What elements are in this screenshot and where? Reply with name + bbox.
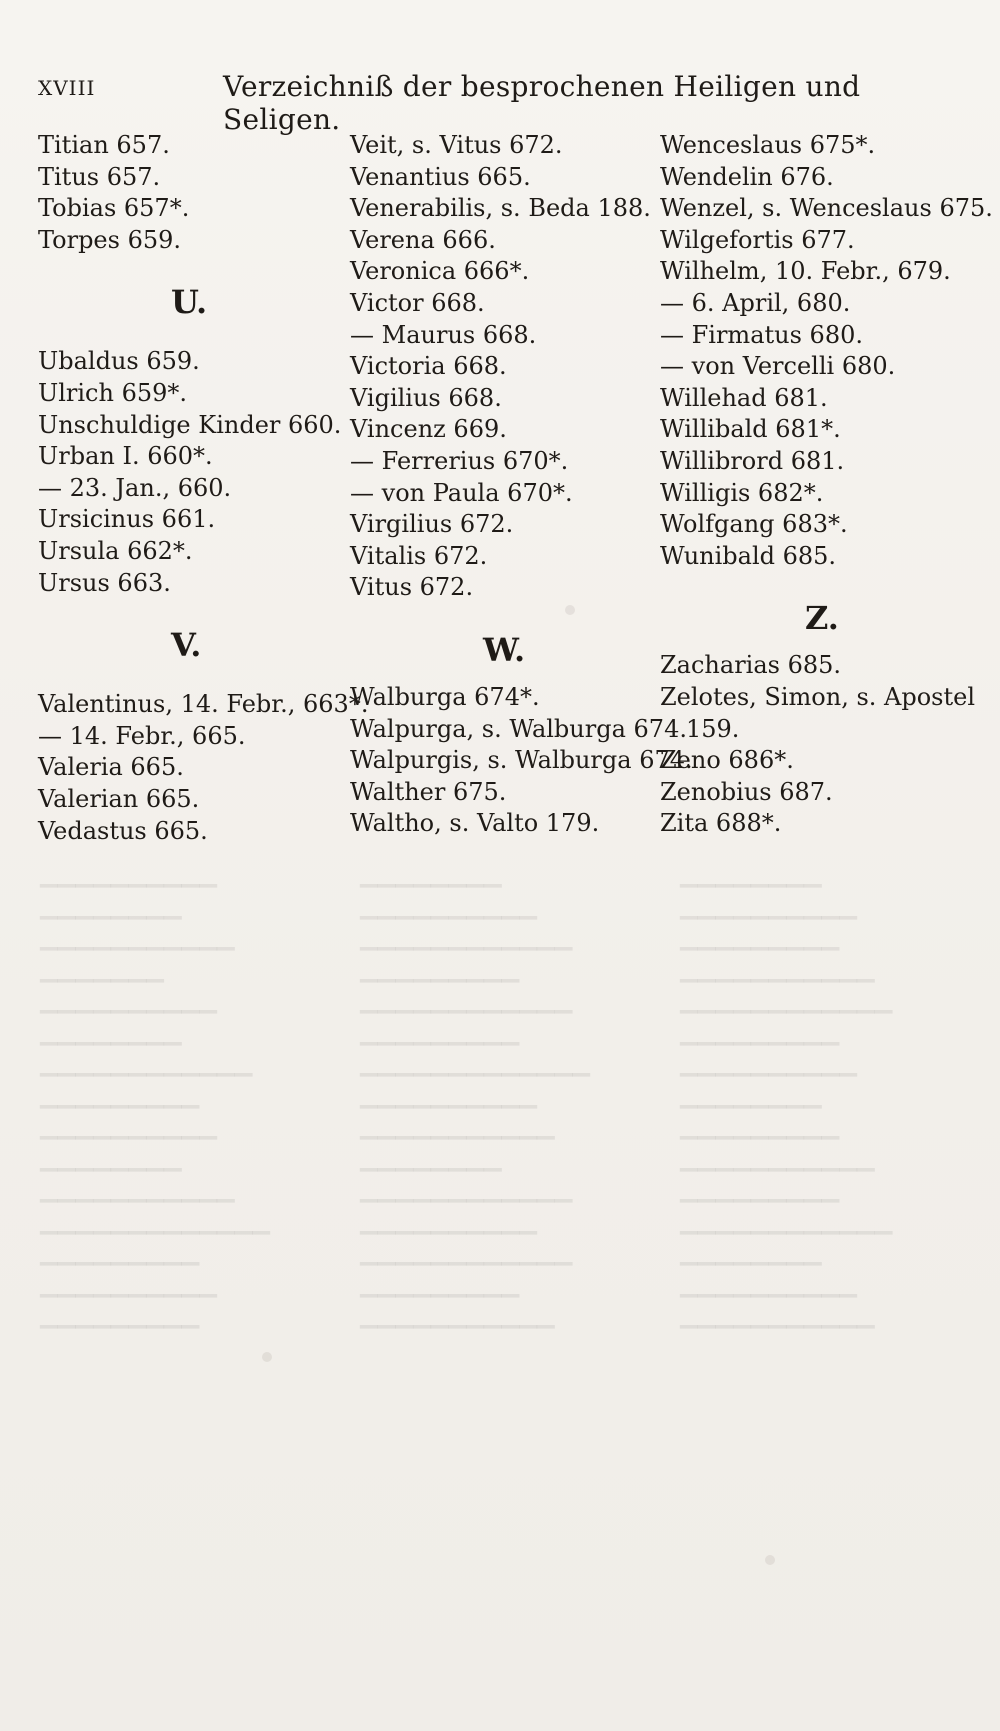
- index-entry: Valerian 665.: [38, 784, 200, 813]
- index-entry: Vincenz 669.: [350, 415, 507, 444]
- section-letter: U.: [171, 283, 208, 322]
- index-entry: Vitalis 672.: [350, 541, 488, 570]
- index-entry: Valeria 665.: [38, 753, 184, 782]
- running-title: Verzeichniß der besprochenen Heiligen und Seligen.: [223, 70, 861, 136]
- index-entry: — von Vercelli 680.: [660, 352, 896, 381]
- bleed-through-texture: ▁▁▁▁▁▁▁▁ ▁▁▁▁▁▁▁▁▁▁ ▁▁▁▁▁▁▁▁▁▁▁▁ ▁▁▁▁▁▁▁▁▁ ▁▁▁▁▁▁▁▁▁▁▁▁ ▁▁▁▁▁▁▁▁▁ ▁▁▁▁▁▁▁▁▁▁▁▁▁ ▁▁▁▁▁▁▁▁▁▁ ▁▁▁▁▁▁▁▁▁▁▁ ▁▁▁▁▁▁▁▁ ▁▁▁▁▁▁▁▁▁▁▁▁ ▁▁▁▁▁▁▁▁▁▁ ▁▁▁▁▁▁▁▁▁▁▁▁ ▁▁▁▁▁▁▁▁▁ ▁▁▁▁▁▁▁▁▁▁▁: [360, 862, 590, 1329]
- index-column-2: [350, 130, 693, 840]
- index-entry: — von Paula 670*.: [350, 478, 573, 507]
- index-column-1: [38, 130, 368, 847]
- index-entry: — Ferrerius 670*.: [350, 446, 569, 475]
- index-entry: Willibald 681*.: [660, 415, 841, 444]
- index-entry: Verena 666.: [350, 225, 496, 254]
- index-entry: Vedastus 665.: [38, 816, 208, 845]
- paper-spot: [262, 1352, 272, 1362]
- bleed-through-texture: ▁▁▁▁▁▁▁▁ ▁▁▁▁▁▁▁▁▁▁ ▁▁▁▁▁▁▁▁▁ ▁▁▁▁▁▁▁▁▁▁▁ ▁▁▁▁▁▁▁▁▁▁▁▁ ▁▁▁▁▁▁▁▁▁ ▁▁▁▁▁▁▁▁▁▁ ▁▁▁▁▁▁▁▁ ▁▁▁▁▁▁▁▁▁ ▁▁▁▁▁▁▁▁▁▁▁ ▁▁▁▁▁▁▁▁▁ ▁▁▁▁▁▁▁▁▁▁▁▁ ▁▁▁▁▁▁▁▁ ▁▁▁▁▁▁▁▁▁▁ ▁▁▁▁▁▁▁▁▁▁▁: [680, 862, 893, 1329]
- index-entry: Vigilius 668.: [350, 383, 502, 412]
- index-entry: Willigis 682*.: [660, 478, 824, 507]
- index-entry: Vitus 672.: [350, 573, 474, 602]
- index-entry: Virgilius 672.: [350, 510, 514, 539]
- index-entry: Wilgefortis 677.: [660, 225, 855, 254]
- index-entry: Titus 657.: [38, 162, 161, 191]
- section-letter: Z.: [805, 599, 839, 638]
- index-entry: Ursus 663.: [38, 568, 171, 597]
- index-entry: Ursicinus 661.: [38, 505, 216, 534]
- index-entry: Wendelin 676.: [660, 162, 834, 191]
- index-entry: — 6. April, 680.: [660, 288, 851, 317]
- index-entry: Zeno 686*.: [660, 746, 794, 775]
- index-entry: Zenobius 687.: [660, 777, 833, 806]
- index-entry: Ursula 662*.: [38, 536, 193, 565]
- index-entry: Wenceslaus 675*.: [660, 131, 876, 159]
- index-entry: Tobias 657*.: [38, 194, 190, 223]
- index-entry: Wenzel, s. Wenceslaus 675.: [660, 194, 993, 223]
- index-entry-continuation: 159.: [686, 714, 740, 743]
- index-entry: Willibrord 681.: [660, 446, 845, 475]
- index-entry: Zelotes, Simon, s. Apostel: [660, 682, 976, 711]
- page-number: XVIII: [38, 76, 96, 100]
- index-entry: Wilhelm, 10. Febr., 679.: [660, 257, 951, 286]
- section-letter: W.: [483, 630, 526, 669]
- index-entry: — 23. Jan., 660.: [38, 473, 232, 502]
- index-entry: Victor 668.: [350, 288, 485, 317]
- index-column-3: [660, 130, 993, 840]
- index-entry: Walther 675.: [350, 777, 507, 806]
- index-entry: Valentinus, 14. Febr., 663*.: [38, 690, 369, 719]
- index-entry: Wunibald 685.: [660, 541, 837, 570]
- index-entry: Venantius 665.: [350, 162, 531, 191]
- index-entry: Victoria 668.: [350, 352, 507, 381]
- index-entry: Urban I. 660*.: [38, 442, 213, 471]
- page-header: [38, 70, 963, 136]
- index-entry: Wolfgang 683*.: [660, 510, 848, 539]
- paper-spot: [765, 1555, 775, 1565]
- index-entry: Unschuldige Kinder 660.: [38, 410, 342, 439]
- index-entry: Venerabilis, s. Beda 188.: [350, 194, 651, 223]
- index-entry: Walburga 674*.: [350, 682, 540, 711]
- index-entry: Veronica 666*.: [350, 257, 530, 286]
- index-entry: — 14. Febr., 665.: [38, 721, 246, 750]
- index-entry: Walpurga, s. Walburga 674.: [350, 714, 687, 743]
- index-entry: Veit, s. Vitus 672.: [350, 131, 563, 159]
- index-entry: Zacharias 685.: [660, 651, 842, 680]
- section-letter: V.: [171, 626, 202, 665]
- index-entry: — Firmatus 680.: [660, 320, 863, 349]
- index-entry: Waltho, s. Valto 179.: [350, 809, 600, 838]
- index-entry: — Maurus 668.: [350, 320, 537, 349]
- index-entry: Walpurgis, s. Walburga 674.: [350, 746, 693, 775]
- index-entry: Torpes 659.: [38, 225, 182, 254]
- bleed-through-texture: ▁▁▁▁▁▁▁▁▁▁ ▁▁▁▁▁▁▁▁ ▁▁▁▁▁▁▁▁▁▁▁ ▁▁▁▁▁▁▁ ▁▁▁▁▁▁▁▁▁▁ ▁▁▁▁▁▁▁▁ ▁▁▁▁▁▁▁▁▁▁▁▁ ▁▁▁▁▁▁▁▁▁ ▁▁▁▁▁▁▁▁▁▁ ▁▁▁▁▁▁▁▁ ▁▁▁▁▁▁▁▁▁▁▁ ▁▁▁▁▁▁▁▁▁▁▁▁▁ ▁▁▁▁▁▁▁▁▁ ▁▁▁▁▁▁▁▁▁▁ ▁▁▁▁▁▁▁▁▁: [40, 862, 270, 1329]
- index-entry: Ulrich 659*.: [38, 378, 188, 407]
- index-entry: Titian 657.: [38, 131, 170, 159]
- index-entry: Zita 688*.: [660, 809, 782, 838]
- index-entry: Willehad 681.: [660, 383, 828, 412]
- index-entry: Ubaldus 659.: [38, 347, 200, 376]
